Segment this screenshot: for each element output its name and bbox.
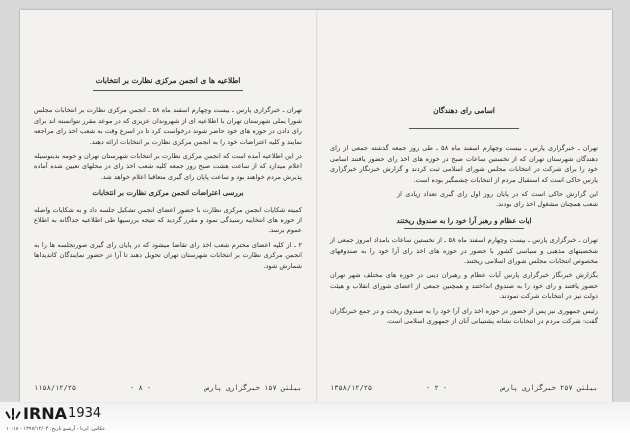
right-subheading: ایات عظام و رهبر آرا خود را به صندوق ریختند <box>396 215 532 225</box>
right-paragraph: رئیس جمهوری نیز پس از حضور در حوزه اخذ رای آرا خود را به صندوق ریخت و در جمع خبرنگاران گفت: شرکت مردم در انتخابات نشانه پشتیبانی آنان از جمهوری اسلامی است. <box>330 306 598 326</box>
left-page <box>34 28 302 393</box>
left-subheading: بررسی اعتراضات انجمن مرکزی نظارت بر انتخابات <box>92 188 244 198</box>
right-title-underline <box>409 128 519 129</box>
irna-logo <box>6 404 101 423</box>
logo-year: 1934 <box>68 406 102 421</box>
left-footer-date: ۱۱۵۸/۱۲/۲۵ <box>34 383 77 392</box>
right-paragraph: بگزارش خبرنگار خبرگزاری پارس آیات عظام و رهبران دینی در حوزه های مختلف شهر تهران حضور یافتند و رای خود را به صندوق انداختند و همچنین جمعی از اعضای شورای انقلاب و هیئت دولت نیز در انتخابات شرکت نمودند. <box>330 271 598 301</box>
left-paragraph: تهران ـ خبرگزاری پارس ـ بیست وچهارم اسفند ماه ۵۸ ـ انجمن مرکزی نظارت بر انتخابات مجلس شورا یملی شهرستان تهران با اطلاعیه ای از شهروندان عزیزی که در موعد مقرر نتوانسته اند برای رای دادن در حوزه های خود حاضر شوند درخواست کرد تا در اسرع وقت به شعب اخذ رای مراجعه نمایند و کلیه اعتراضات خود را به انجمن مرکزی نظارت بر انتخابات ارائه دهند. <box>34 106 303 146</box>
right-paragraph: این گزارش حاکی است که در پایان روز اول رای گیری تعداد زیادی از شعب همچنان مشغول اخذ رای بودند. <box>397 190 598 209</box>
photo-caption: عکاس: ایرنا - آرشیو تاریخ: ۱۳۹۷/۱۲/۰۴ - ۱۰:۱۸ <box>6 426 106 432</box>
right-page-footer <box>330 383 598 393</box>
left-footer-bulletin: بیلتن ۱۵۷ خبرگزاری پارس <box>205 383 302 392</box>
logo-text: IRNA <box>23 404 68 423</box>
left-paragraph: در این اطلاعیه آمده است که انجمن مرکزی نظارت بر انتخابات شهرستان تهران و حومه بدینوسیله اعلام میدارد که از ساعت هشت صبح روز جمعه کلیه شعب اخذ رای در محلهای تعیین شده آماده پذیرش مردم خواهند بود و ساعت پایان رای گیری متعاقبا اعلام خواهد شد. <box>34 152 302 181</box>
left-title-underline <box>93 90 243 91</box>
right-page <box>330 28 598 393</box>
right-page-title: اسامی رای دهندگان <box>433 106 495 115</box>
page-fold <box>316 10 318 402</box>
right-paragraph: تهران ـ خبرگزاری پارس ـ بیست وچهارم اسفند ماه ۵۸ ـ طی روز جمعه گذشته جمعی از رای دهندگان شهرستان تهران که از نخستین ساعات صبح در حوزه های اخذ رای حضور یافتند اسامی خود را برای شرکت در انتخابات مجلس شورای اسلامی ثبت کردند و گزارش خبرنگار خبرگزاری پارس حاکی است که استقبال مردم از انتخابات چشمگیر بوده است. <box>330 144 598 184</box>
right-paragraph: تهران ـ خبرگزاری پارس ـ بیست وچهارم اسفند ماه ۵۸ ـ از نخستین ساعات بامداد امروز جمعی از شخصیتهای مذهبی و سیاسی کشور با حضور در حوزه های اخذ رای آرا خود را به صندوقهای مخصوص انتخابات مجلس شورای اسلامی ریختند. <box>330 236 598 266</box>
right-footer-date: ۱۳۵۸/۱۲/۲۵ <box>330 383 373 392</box>
left-paragraph: کمیته شکایات انجمن مرکزی نظارت با حضور اعضای انجمن تشکیل جلسه داد و به شکایات واصله از حوزه های انتخابیه رسیدگی نمود و مقرر گردید که نتیجه بررسیها طی اطلاعیه جداگانه به اطلاع عموم برسد. <box>34 205 302 235</box>
left-page-footer <box>34 383 302 393</box>
irna-logo-icon <box>6 407 20 421</box>
right-footer-page-number: - ۲ - <box>426 383 448 392</box>
document-spread <box>20 10 612 402</box>
left-page-title: اطلاعیه ها ی انجمن مرکزی نظارت بر انتخابات <box>95 76 241 85</box>
watermark-band <box>0 402 630 433</box>
left-footer-page-number: - ۸ - <box>130 383 152 392</box>
right-subheading-underline <box>404 228 524 229</box>
right-footer-bulletin: بیلتن ۲۵۷ خبرگزاری پارس <box>501 383 598 392</box>
left-paragraph: ۲ ـ از کلیه اعضای محترم شعب اخذ رای تقاضا میشود که در پایان رای گیری صورتجلسه ها را به انجمن مرکزی نظارت بر انتخابات شهرستان تهران تحویل دهند تا آرا در حضور نمایندگان کاندیداها شمارش شود. <box>34 240 302 270</box>
